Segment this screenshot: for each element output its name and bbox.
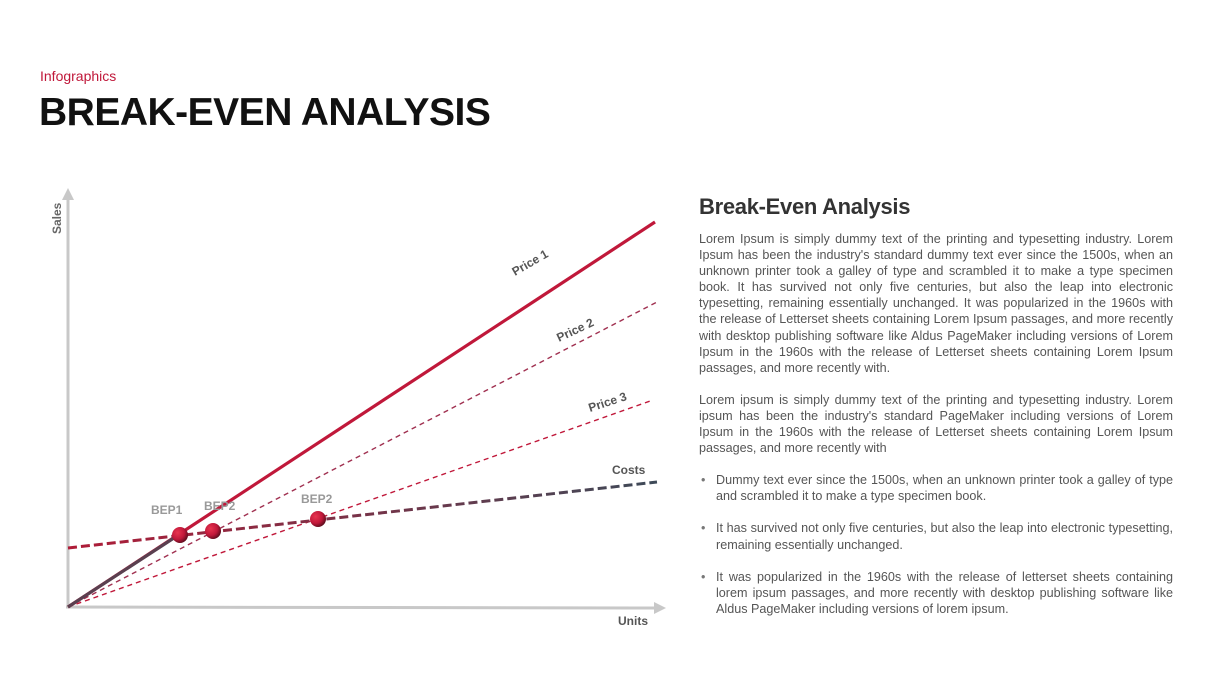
bullet-list	[699, 472, 1173, 617]
bullet-item: • Dummy text ever since the 1500s, when an unknown printer took a galley of type and scrambled it to make a type specimen book.	[699, 472, 1173, 504]
description-panel	[699, 194, 1173, 633]
y-axis-label: Sales	[50, 202, 64, 234]
bep1-label: BEP1	[151, 503, 183, 517]
bep2-point	[205, 523, 221, 539]
price-2-line	[68, 302, 657, 607]
bep3-label: BEP2	[301, 492, 333, 506]
price-2-label: Price 2	[554, 315, 596, 345]
slide-subtitle: Infographics	[40, 68, 117, 84]
bep3-point	[310, 511, 326, 527]
price-3-label: Price 3	[586, 389, 629, 415]
bep2-label: BEP2	[204, 499, 236, 513]
x-axis	[66, 607, 656, 608]
bullet-item: • It was popularized in the 1960s with the release of letterset sheets containing lorem ipsum passages, and more recently with desktop publishing software like Aldus PageMaker including versions of lorem ipsum.	[699, 569, 1173, 617]
price-1-label: Price 1	[509, 246, 551, 279]
bullet-item: • It has survived not only five centuries, but also the leap into electronic typesetting, remaining essentially unchanged.	[699, 520, 1173, 552]
costs-label: Costs	[612, 463, 646, 477]
paragraph: Lorem ipsum is simply dummy text of the printing and typesetting industry. Lorem ipsum has been the industry's standard PageMaker including versions of Lorem Ipsum in the 1960s with the release of Letterset sheets containing Lorem Ipsum passages, and more recently with	[699, 392, 1173, 456]
panel-heading: Break-Even Analysis	[699, 194, 911, 219]
slide-title: BREAK-EVEN ANALYSIS	[39, 91, 491, 134]
x-axis-arrow-icon	[654, 602, 666, 614]
x-axis-label: Units	[618, 614, 648, 628]
bep1-point	[172, 527, 188, 543]
paragraph: Lorem Ipsum is simply dummy text of the printing and typesetting industry. Lorem Ipsum has been the industry's standard dummy text ever since the 1500s, when an unknown printer took a galley of type and scrambled it to make a type specimen book. It has survived not only five centuries, but also the leap into electronic typesetting, remaining essentially unchanged. It was popularized in the 1960s with the release of Letterset sheets containing Lorem Ipsum passages, and more recently with desktop publishing software like Aldus PageMaker including versions of Lorem Ipsum in the 1960s with the release of Letterset sheets containing Lorem Ipsum passages, and more recently with.	[699, 232, 1173, 375]
y-axis-arrow-icon	[62, 188, 74, 200]
